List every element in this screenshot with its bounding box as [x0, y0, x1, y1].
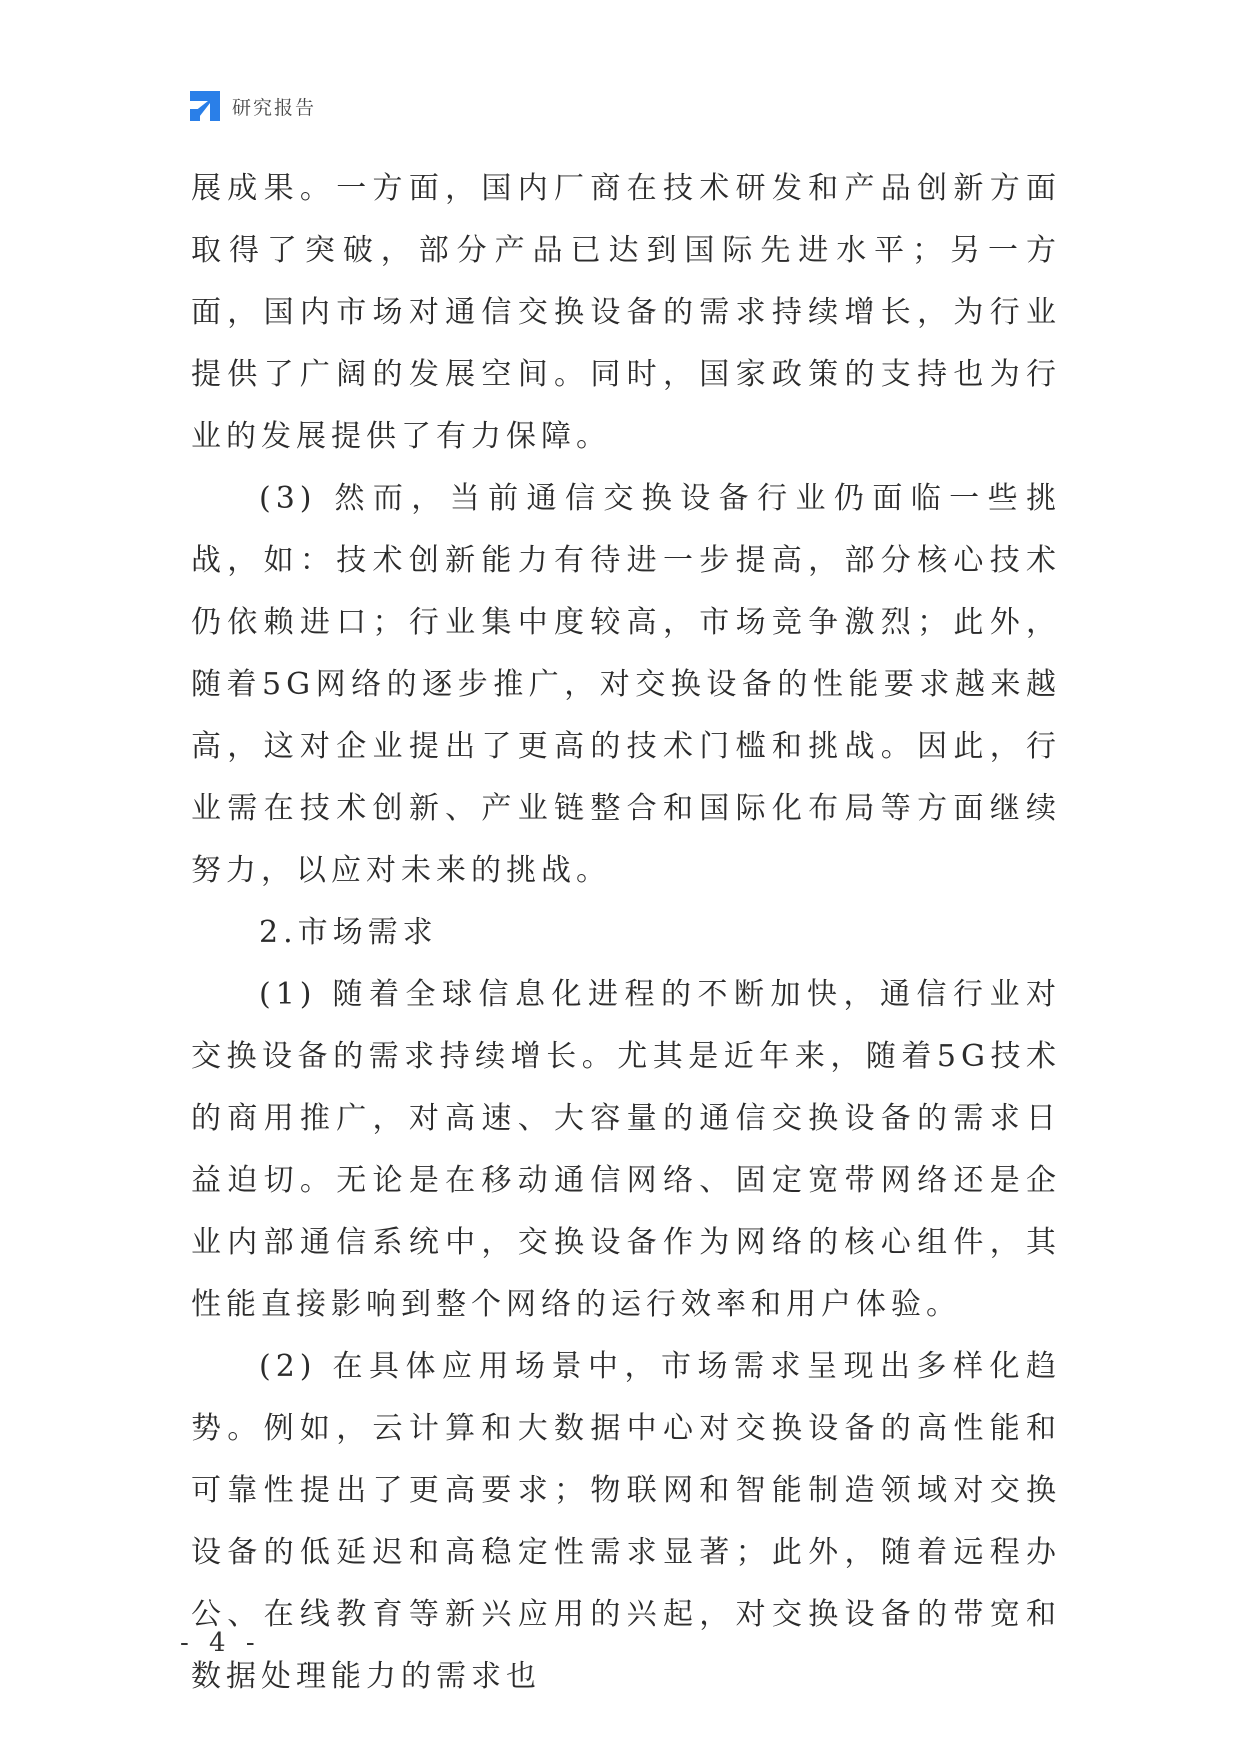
paragraph-4: (2) 在具体应用场景中，市场需求呈现出多样化趋势。例如，云计算和大数据中心对交换设备的高性能和可靠性提出了更高要求；物联网和智能制造领域对交换设备的低延迟和高稳定性需求显著；此外，随着远程办公、在线教育等新兴应用的兴起，对交换设备的带宽和数据处理能力的需求也 — [191, 1349, 1061, 1694]
header-title: 研究报告 — [232, 96, 317, 119]
paragraph-1: 展成果。一方面，国内厂商在技术研发和产品创新方面取得了突破，部分产品已达到国际先进水平；另一方面，国内市场对通信交换设备的需求持续增长，为行业提供了广阔的发展空间。同时，国家政策的支持也为行业的发展提供了有力保障。 — [191, 171, 1061, 454]
page-header — [188, 88, 316, 124]
section-heading: 2.市场需求 — [259, 915, 438, 950]
paragraph-2: (3) 然而，当前通信交换设备行业仍面临一些挑战，如：技术创新能力有待进一步提高，部分核心技术仍依赖进口；行业集中度较高，市场竞争激烈；此外，随着5G网络的逐步推广，对交换设备的性能要求越来越高，这对企业提出了更高的技术门槛和挑战。因此，行业需在技术创新、产业链整合和国际化布局等方面继续努力，以应对未来的挑战。 — [191, 481, 1061, 888]
page-number: - 4 - — [180, 1628, 261, 1658]
document-body — [191, 158, 1061, 1708]
paragraph-3: (1) 随着全球信息化进程的不断加快，通信行业对交换设备的需求持续增长。尤其是近年来，随着5G技术的商用推广，对高速、大容量的通信交换设备的需求日益迫切。无论是在移动通信网络、固定宽带网络还是企业内部通信系统中，交换设备作为网络的核心组件，其性能直接影响到整个网络的运行效率和用户体验。 — [191, 977, 1061, 1322]
arrow-logo-icon — [188, 89, 222, 123]
